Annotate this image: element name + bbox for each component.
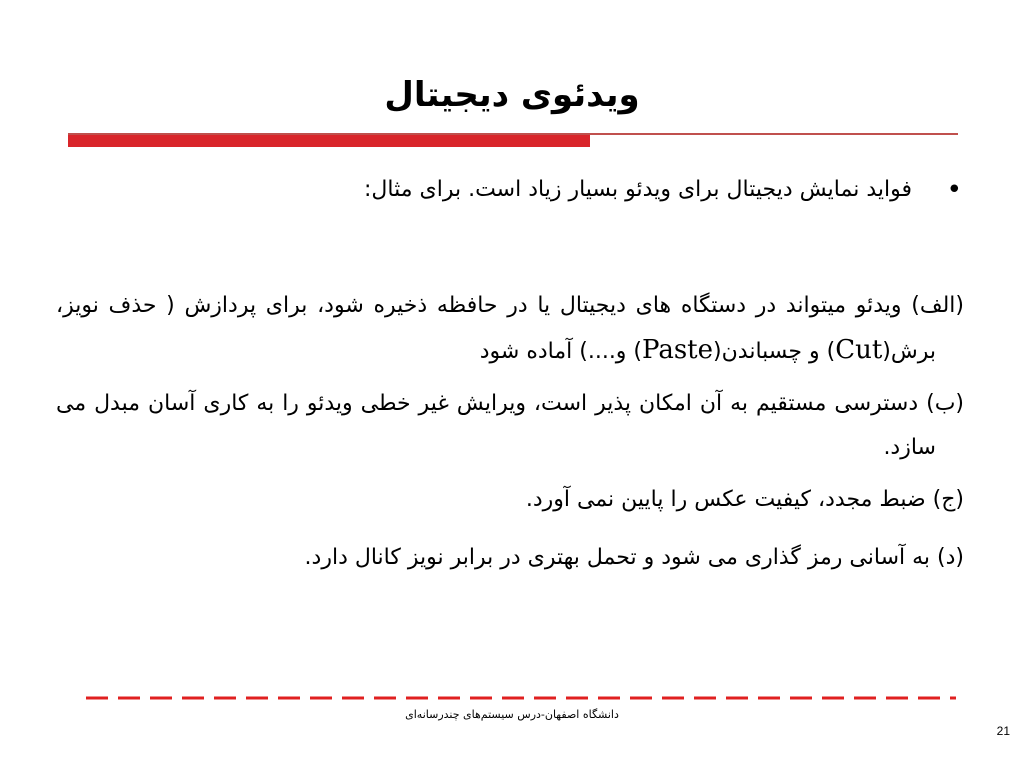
slide-body bbox=[56, 168, 964, 580]
bullet-item bbox=[56, 168, 964, 212]
paragraph-alef-text2: ) و چسباندن( bbox=[713, 339, 836, 364]
paragraph-dal: (د) به آسانی رمز گذاری می شود و تحمل بهتری در برابر نویز کانال دارد. bbox=[304, 545, 964, 570]
bullet-text: فواید نمایش دیجیتال برای ویدئو بسیار زیاد است. برای مثال: bbox=[363, 177, 912, 202]
bullet-dot-icon: • bbox=[946, 175, 962, 205]
dashed-divider bbox=[86, 690, 956, 706]
paragraph-alef bbox=[56, 284, 964, 374]
slide-title: ویدئوی دیجیتال bbox=[384, 75, 640, 115]
paragraph-jim: (ج) ضبط مجدد، کیفیت عکس را پایین نمی آورد. bbox=[525, 487, 964, 512]
paragraph-alef-cut: Cut bbox=[835, 335, 883, 365]
paragraph-alef-paste: Paste bbox=[642, 335, 714, 365]
footer-text: دانشگاه اصفهان-درس سیستم‌های چندرسانه‌ای bbox=[405, 708, 619, 721]
page-number: 21 bbox=[996, 724, 1010, 738]
paragraph-alef-text3: ) و....) آماده شود bbox=[479, 339, 643, 364]
paragraph-be: (ب) دسترسی مستقیم به آن امکان پذیر است، ویرایش غیر خطی ویدئو را به کاری آسان مبدل می سازد. bbox=[56, 391, 964, 460]
paragraph-alef-text1: (الف) ویدئو میتواند در دستگاه های دیجیتال یا در حافظه ذخیره شود، برای پردازش ( حذف نویز، برش( bbox=[56, 293, 964, 364]
title-underline-thick bbox=[68, 135, 590, 147]
